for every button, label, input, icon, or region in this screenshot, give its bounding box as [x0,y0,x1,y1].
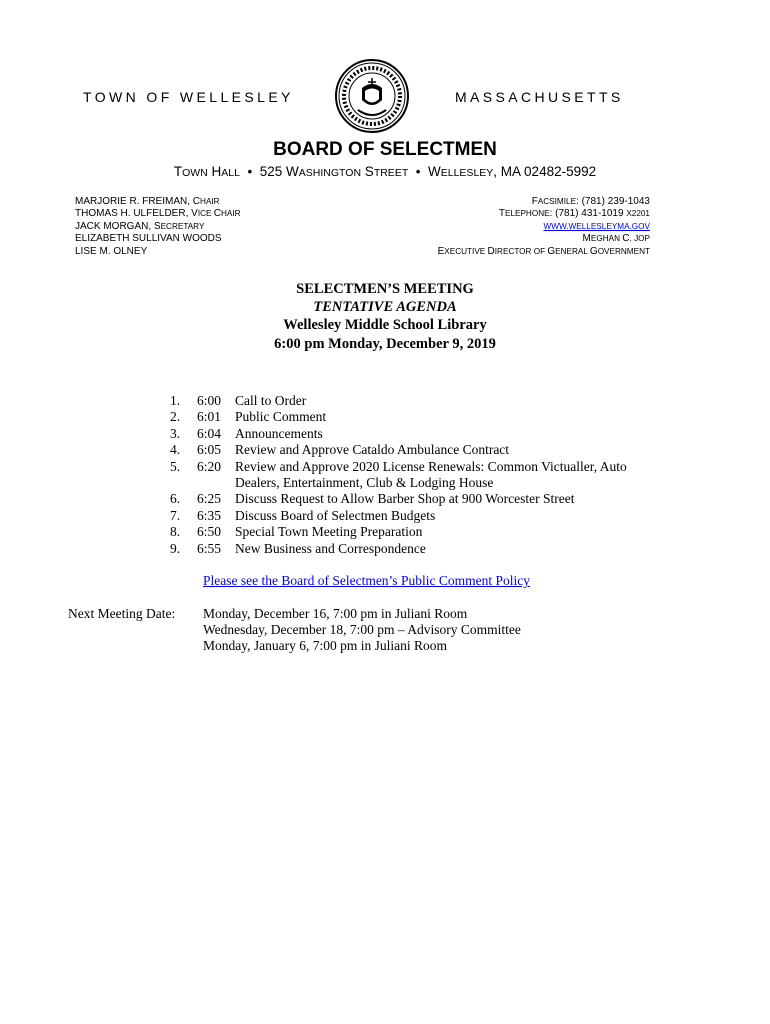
director-name: MEGHAN C. JOP [582,233,650,245]
agenda-item: 5. 6:20 Review and Approve 2020 License Renewals: Common Victualler, Auto Dealers, Entertainment, Club & Lodging House [170,458,627,491]
website-link[interactable]: WWW.WELLESLEYMA.GOV [543,221,650,231]
next-meeting-date: Monday, January 6, 7:00 pm in Juliani Room [203,638,447,654]
agenda-list [170,393,670,557]
member-vice-chair: THOMAS H. ULFELDER, VICE CHAIR [75,208,241,220]
meeting-location: Wellesley Middle School Library [283,317,487,334]
next-meeting-date: Wednesday, December 18, 7:00 pm – Advisory Committee [203,622,521,638]
meeting-datetime: 6:00 pm Monday, December 9, 2019 [274,335,496,352]
next-meeting-date: Monday, December 16, 7:00 pm in Juliani Room [203,606,468,621]
fax-number: FACSIMILE: (781) 239-1043 [531,196,650,207]
next-meeting-label: Next Meeting Date: [68,606,176,621]
town-hall-address: TOWN HALL • 525 WASHINGTON STREET • WELLESLEY, MA 02482-5992 [173,164,597,179]
meeting-subheading: TENTATIVE AGENDA [313,299,457,316]
member: LISE M. OLNEY [75,245,148,257]
telephone-number: TELEPHONE: (781) 431-1019 X2201 [498,208,650,220]
meeting-heading: SELECTMEN’S MEETING [296,281,474,297]
contact-info [438,196,650,258]
agenda-item: 9. 6:55 New Business and Correspondence [170,540,426,556]
member-secretary: JACK MORGAN, SECRETARY [75,220,205,232]
next-meeting-dates [203,606,521,655]
agenda-item: 4. 6:05 Review and Approve Cataldo Ambulance Contract [170,442,510,458]
town-seal-icon [334,58,410,134]
board-members-list [75,196,241,258]
member: ELIZABETH SULLIVAN WOODS [75,233,222,245]
agenda-item: 7. 6:35 Discuss Board of Selectmen Budgets [170,507,436,523]
director-title: EXECUTIVE DIRECTOR OF GENERAL GOVERNMENT [437,245,650,257]
meeting-info [0,280,770,353]
page-title: BOARD OF SELECTMEN [273,139,497,160]
agenda-item: 8. 6:50 Special Town Meeting Preparation [170,524,423,540]
agenda-item: 3. 6:04 Announcements [170,425,323,441]
member-chair: MARJORIE R. FREIMAN, CHAIR [75,196,220,207]
public-comment-policy-link[interactable]: Please see the Board of Selectmen’s Public Comment Policy [203,573,530,588]
state-name: MASSACHUSETTS [455,89,624,105]
agenda-item: 2. 6:01 Public Comment [170,409,327,425]
agenda-item: 1. 6:00 Call to Order [170,393,307,408]
town-name: TOWN OF WELLESLEY [83,89,294,105]
agenda-item: 6. 6:25 Discuss Request to Allow Barber Shop at 900 Worcester Street [170,491,575,507]
